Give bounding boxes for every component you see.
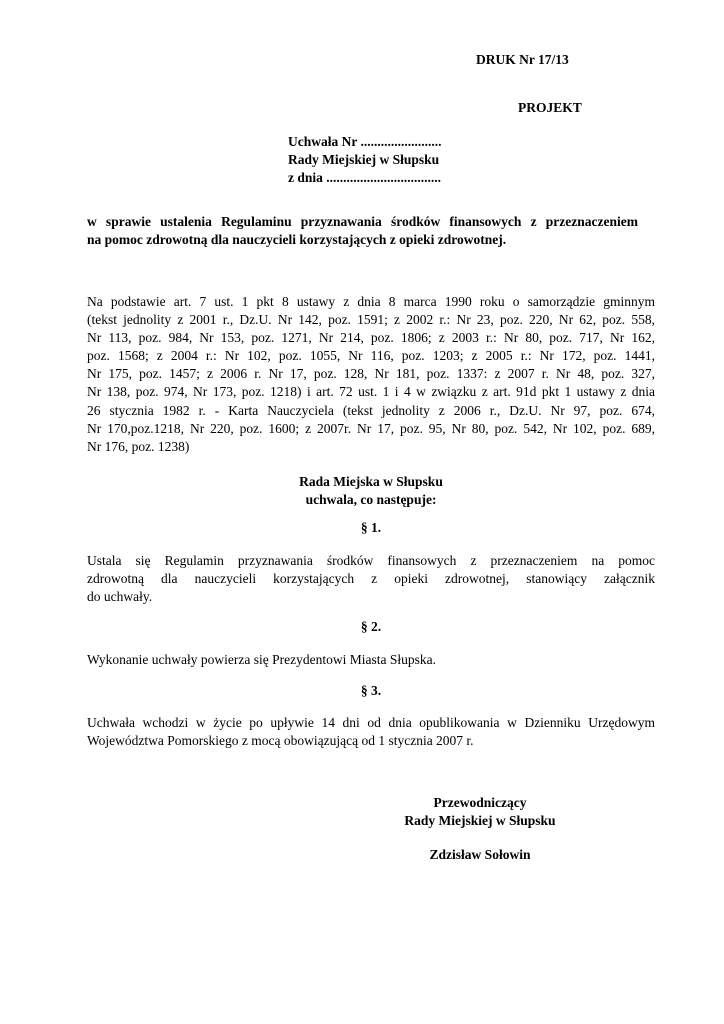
council-name: Rady Miejskiej w Słupsku xyxy=(288,152,440,167)
council-resolves xyxy=(87,473,655,509)
section-2-text xyxy=(87,651,655,669)
legal-basis-line: poz. 1568; z 2004 r.: Nr 102, poz. 1055, Nr 116, poz. 1203; z 2005 r.: Nr 172, poz. 1441, xyxy=(87,348,655,364)
subject-line: w sprawie ustalenia Regulaminu przyznawania środków finansowych z przeznaczeniem xyxy=(87,214,638,229)
legal-basis-line: (tekst jednolity z 2001 r., Dz.U. Nr 142, poz. 1591; z 2002 r.: Nr 23, poz. 220, Nr 62, poz. 558, xyxy=(87,312,655,328)
section-line: Uchwała wchodzi w życie po upływie 14 dni od dnia opublikowania w Dzienniku Urzędowym xyxy=(87,715,655,730)
section-line: do uchwały. xyxy=(87,589,153,605)
section-mark-1: § 1. xyxy=(360,520,382,535)
council-resolves-line: Rada Miejska w Słupsku xyxy=(299,474,443,489)
subject-line: na pomoc zdrowotną dla nauczycieli korzystających z opieki zdrowotnej. xyxy=(87,232,507,247)
resolution-date: z dnia .................................. xyxy=(288,170,442,185)
legal-basis-line: Nr 176, poz. 1238) xyxy=(87,438,190,454)
council-resolves-line: uchwala, co następuje: xyxy=(305,492,437,507)
section-mark-2: § 2. xyxy=(360,619,382,634)
section-line: zdrowotną dla nauczycieli korzystających z opieki zdrowotnej, stanowiący załącznik xyxy=(87,571,655,587)
print-number: DRUK Nr 17/13 xyxy=(476,52,569,67)
legal-basis-line: Nr 138, poz. 974, Nr 173, poz. 1218) i art. 72 ust. 1 i 4 w związku z art. 91d pkt 1 ustawy z dnia xyxy=(87,384,655,400)
resolution-subject xyxy=(87,213,638,249)
legal-basis-line: Nr 170,poz.1218, Nr 220, poz. 1600; z 2007r. Nr 17, poz. 95, Nr 80, poz. 542, Nr 102, poz. 689, xyxy=(87,420,655,436)
signature-council: Rady Miejskiej w Słupsku xyxy=(404,813,556,828)
section-line: Wykonanie uchwały powierza się Prezydentowi Miasta Słupska. xyxy=(87,652,436,667)
legal-basis-line: 26 stycznia 1982 r. - Karta Nauczyciela (tekst jednolity z 2006 r., Dz.U. Nr 97, poz. 674, xyxy=(87,402,655,418)
section-3-text xyxy=(87,714,655,750)
signature-name: Zdzisław Sołowin xyxy=(429,847,531,862)
legal-basis xyxy=(87,293,655,456)
legal-basis-line: Nr 113, poz. 984, Nr 153, poz. 1271, Nr 214, poz. 1806; z 2003 r.: Nr 80, poz. 717, Nr 162, xyxy=(87,330,655,346)
legal-basis-line: Nr 175, poz. 1457; z 2006 r. Nr 17, poz. 128, Nr 181, poz. 1337: z 2007 r. Nr 48, poz. 327, xyxy=(87,366,655,382)
legal-basis-line: Na podstawie art. 7 ust. 1 pkt 8 ustawy z dnia 8 marca 1990 roku o samorządzie gminnym xyxy=(87,294,655,309)
signature-title: Przewodniczący xyxy=(433,795,527,810)
section-1-text xyxy=(87,552,655,607)
section-line: Ustala się Regulamin przyznawania środków finansowych z przeznaczeniem na pomoc xyxy=(87,553,655,568)
draft-label: PROJEKT xyxy=(518,100,582,115)
resolution-number: Uchwała Nr ........................ xyxy=(288,134,442,149)
section-line: Województwa Pomorskiego z mocą obowiązującą od 1 stycznia 2007 r. xyxy=(87,733,474,749)
resolution-header xyxy=(288,133,442,187)
section-mark-3: § 3. xyxy=(360,683,382,698)
